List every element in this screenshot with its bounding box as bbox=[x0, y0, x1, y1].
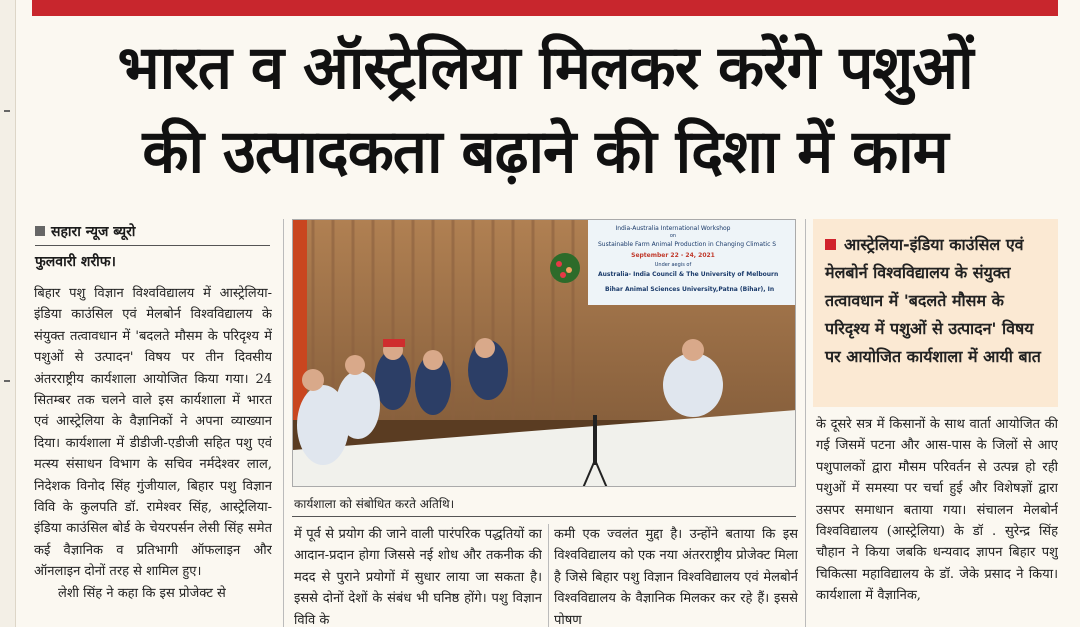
column-1-paragraph: बिहार पशु विज्ञान विश्वविद्यालय में आस्ट्रेलिया-इंडिया काउंसिल एवं मेलबोर्न विश्वविद्यालय के संयुक्त तत्वावधान में 'बदलते मौसम के परिदृश्य में पशुओं से उत्पादन' विषय पर तीन दिवसीय अंतरराष्ट्रीय कार्यशाला आयोजित किया गया। 24 सितम्बर तक चलने वाले इस कार्यशाला में भारत एवं आस्ट्रेलिया के वैज्ञानिकों ने अपना व्याख्यान दिया। कार्यशाला में डीडीजी-एडीजी सहित पशु एवं मत्स्य संसाधन विभाग के सचिव नर्मदेश्वर लाल, निदेशक विनोद सिंह गुंजीयाल, बिहार पशु विज्ञान विवि के कुलपति डॉ. रामेश्वर सिंह, आस्ट्रेलिया-इंडिया काउंसिल बोर्ड के चेयरपर्सन लेसी सिंह समेत कई वैज्ञानिक व प्रतिभागी ऑफलाइन और ऑनलाइन दोनों तरह से शामिल हुए। bbox=[34, 286, 272, 580]
headline bbox=[30, 26, 1060, 194]
dateline: फुलवारी शरीफ। bbox=[35, 254, 116, 270]
banner-line-6: Australia- India Council & The University of Melbourn bbox=[598, 271, 779, 278]
top-red-banner bbox=[32, 0, 1058, 16]
byline bbox=[35, 222, 270, 246]
column-divider bbox=[283, 219, 284, 627]
banner-line-1: India-Australia International Workshop bbox=[615, 225, 731, 232]
page-edge-strip bbox=[0, 0, 16, 627]
column-3-paragraph: कमी एक ज्वलंत मुद्दा है। उन्होंने बताया कि इस विश्वविद्यालय को एक नया अंतरराष्ट्रीय प्रोजेक्ट मिला है जिसे बिहार पशु विज्ञान विश्वविद्यालय एवं मेलबोर्न विश्वविद्यालय के वैज्ञानिक मिलकर कर रहे हैं। इससे पोषण bbox=[554, 527, 798, 627]
photo-caption: कार्यशाला को संबोधित करते अतिथि। bbox=[294, 497, 455, 511]
red-square-bullet-icon bbox=[825, 239, 836, 250]
column-4-paragraph: के दूसरे सत्र में किसानों के साथ वार्ता आयोजित की गई जिसमें पटना और आस-पास के जिलों से आए पशुपालकों द्वारा मौसम परिवर्तन से उत्पन्न हो रही पशुओं में समस्या पर चर्चा हुई और विशेषज्ञों द्वारा उसपर समाधान बताया गया। संचालन मेलबोर्न विश्वविद्यालय (आस्ट्रेलिया) के डॉ . सुरेन्द्र सिंह चौहान ने किया जबकि धन्यवाद ज्ञापन बिहार पशु चिकित्सा महाविद्यालय के डॉ. जेके प्रसाद ने किया। कार्यशाला में वैज्ञानिक, bbox=[816, 417, 1058, 604]
column-1-paragraph-2: लेशी सिंह ने कहा कि इस प्रोजेक्ट से bbox=[58, 585, 226, 601]
byline-text: सहारा न्यूज ब्यूरो bbox=[51, 224, 136, 240]
article-column-2 bbox=[294, 524, 542, 627]
banner-line-5: Under aegis of bbox=[654, 262, 692, 268]
workshop-photo-image bbox=[293, 220, 796, 487]
article-column-3 bbox=[554, 524, 798, 627]
headline-line-2: की उत्पादकता बढ़ाने की दिशा में काम bbox=[142, 117, 948, 187]
headline-line-1: भारत व ऑस्ट्रेलिया मिलकर करेंगे पशुओं bbox=[117, 33, 973, 103]
banner-line-7: Bihar Animal Sciences University,Patna (Bihar), In bbox=[605, 286, 775, 293]
column-2-paragraph: में पूर्व से प्रयोग की जाने वाली पारंपरिक पद्धतियों का आदान-प्रदान होगा जिससे नई शोध और तकनीक की मदद से पुराने प्रयोगों में सुधार लाया जा सकता है। इससे दोनों देशों के संबंध भी घनिष्ठ होंगे। पशु विज्ञान विवि के bbox=[294, 527, 542, 627]
column-divider bbox=[548, 524, 549, 627]
caption-rule bbox=[292, 516, 796, 517]
edge-mark bbox=[4, 380, 10, 382]
square-bullet-icon bbox=[35, 226, 45, 236]
highlight-callout bbox=[813, 219, 1058, 407]
column-divider bbox=[805, 219, 806, 627]
article-column-1 bbox=[34, 283, 272, 627]
callout-text: आस्ट्रेलिया-इंडिया काउंसिल एवं मेलबोर्न विश्वविद्यालय के संयुक्त तत्वावधान में 'बदलते मौसम के परिदृश्य में पशुओं से उत्पादन' विषय पर आयोजित कार्यशाला में आयी बात bbox=[825, 235, 1041, 366]
banner-line-2: on bbox=[669, 233, 677, 239]
banner-line-3: Sustainable Farm Animal Production in Changing Climatic S bbox=[598, 241, 777, 248]
edge-mark bbox=[4, 110, 10, 112]
workshop-photo bbox=[292, 219, 796, 487]
article-column-4 bbox=[816, 414, 1058, 627]
banner-line-4: September 22 - 24, 2021 bbox=[631, 252, 715, 259]
